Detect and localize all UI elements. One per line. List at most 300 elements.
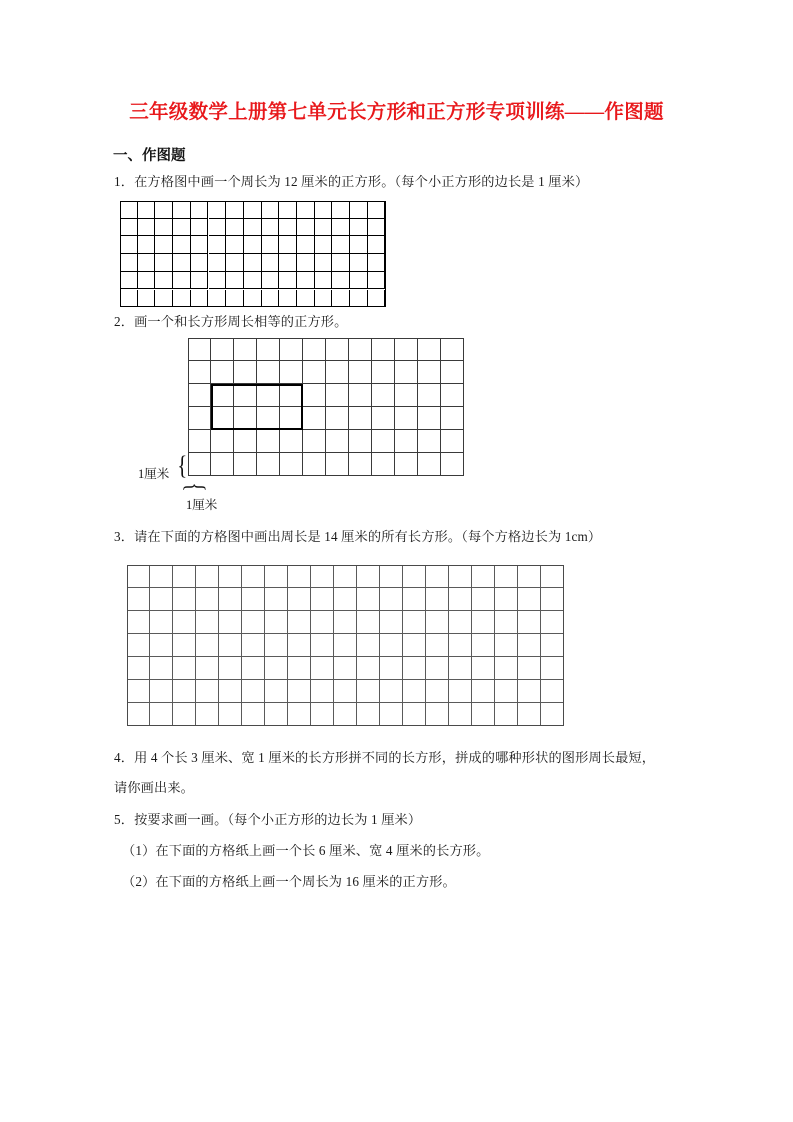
grid-cell[interactable] [173, 703, 196, 726]
grid-cell[interactable] [150, 588, 173, 611]
grid-cell[interactable] [279, 290, 297, 308]
grid-cell[interactable] [288, 588, 311, 611]
grid-cell[interactable] [288, 680, 311, 703]
grid-cell[interactable] [441, 338, 464, 361]
grid-cell[interactable] [138, 254, 156, 272]
grid-cell[interactable] [257, 453, 280, 476]
grid-cell[interactable] [173, 272, 191, 290]
grid-cell[interactable] [191, 290, 209, 308]
grid-cell[interactable] [173, 201, 191, 219]
grid-cell[interactable] [334, 703, 357, 726]
grid-cell[interactable] [350, 236, 368, 254]
grid-cell[interactable] [426, 565, 449, 588]
grid-cell[interactable] [334, 611, 357, 634]
grid-cell[interactable] [234, 430, 257, 453]
grid-cell[interactable] [242, 565, 265, 588]
grid-cell[interactable] [334, 565, 357, 588]
grid-cell[interactable] [357, 657, 380, 680]
grid-cell[interactable] [173, 611, 196, 634]
grid-cell[interactable] [211, 361, 234, 384]
grid-cell[interactable] [288, 703, 311, 726]
grid-cell[interactable] [219, 657, 242, 680]
grid-cell[interactable] [332, 219, 350, 237]
grid-cell[interactable] [150, 703, 173, 726]
grid-cell[interactable] [449, 634, 472, 657]
grid-cell[interactable] [426, 680, 449, 703]
grid-cell[interactable] [127, 703, 150, 726]
grid-cell[interactable] [403, 657, 426, 680]
grid-cell[interactable] [403, 703, 426, 726]
grid-cell[interactable] [188, 361, 211, 384]
grid-cell[interactable] [244, 201, 262, 219]
grid-cell[interactable] [262, 254, 280, 272]
grid-cell[interactable] [332, 254, 350, 272]
grid-cell[interactable] [326, 407, 349, 430]
grid-cell[interactable] [395, 338, 418, 361]
grid-cell[interactable] [191, 254, 209, 272]
grid-cell[interactable] [242, 703, 265, 726]
grid-cell[interactable] [191, 272, 209, 290]
grid-question-1[interactable] [120, 201, 386, 307]
grid-cell[interactable] [326, 384, 349, 407]
question-3-text: 3．请在下面的方格图中画出周长是 14 厘米的所有长方形。（每个方格边长为 1cm） [114, 529, 602, 544]
grid-cell[interactable] [372, 430, 395, 453]
grid-cell[interactable] [211, 407, 234, 430]
grid-cell[interactable] [155, 201, 173, 219]
grid-cell[interactable] [173, 657, 196, 680]
grid-cell[interactable] [372, 407, 395, 430]
grid-cell[interactable] [395, 361, 418, 384]
grid-cell[interactable] [242, 680, 265, 703]
grid-cell[interactable] [334, 634, 357, 657]
grid-question-2[interactable] [188, 338, 464, 476]
grid-cell[interactable] [472, 680, 495, 703]
grid-cell[interactable] [403, 634, 426, 657]
grid-cell[interactable] [349, 361, 372, 384]
grid-cell[interactable] [211, 338, 234, 361]
grid-cell[interactable] [311, 611, 334, 634]
grid-cell[interactable] [280, 361, 303, 384]
grid-cell[interactable] [265, 657, 288, 680]
grid-cell[interactable] [541, 703, 564, 726]
grid-cell[interactable] [472, 634, 495, 657]
grid-cell[interactable] [244, 272, 262, 290]
grid-cell[interactable] [315, 254, 333, 272]
grid-cell[interactable] [449, 588, 472, 611]
grid-cell[interactable] [303, 361, 326, 384]
grid-cell[interactable] [368, 254, 386, 272]
grid-cell[interactable] [262, 201, 280, 219]
grid-cell[interactable] [372, 453, 395, 476]
grid-cell[interactable] [303, 430, 326, 453]
grid-cell[interactable] [303, 407, 326, 430]
grid-cell[interactable] [349, 430, 372, 453]
grid-cell[interactable] [120, 236, 138, 254]
grid-cell[interactable] [349, 407, 372, 430]
grid-cell[interactable] [495, 657, 518, 680]
grid-cell[interactable] [280, 453, 303, 476]
grid-cell[interactable] [288, 657, 311, 680]
grid-cell[interactable] [150, 611, 173, 634]
grid-cell[interactable] [403, 611, 426, 634]
grid-cell[interactable] [449, 565, 472, 588]
grid-cell[interactable] [279, 236, 297, 254]
grid-cell[interactable] [257, 338, 280, 361]
grid-cell[interactable] [349, 338, 372, 361]
grid-cell[interactable] [426, 588, 449, 611]
grid-cell[interactable] [334, 588, 357, 611]
grid-cell[interactable] [357, 588, 380, 611]
grid-cell[interactable] [279, 219, 297, 237]
grid-cell[interactable] [368, 219, 386, 237]
grid-cell[interactable] [332, 290, 350, 308]
grid-cell[interactable] [120, 201, 138, 219]
grid-cell[interactable] [173, 219, 191, 237]
grid-cell[interactable] [188, 384, 211, 407]
grid-cell[interactable] [357, 634, 380, 657]
grid-cell[interactable] [280, 338, 303, 361]
grid-cell[interactable] [138, 236, 156, 254]
grid-cell[interactable] [395, 453, 418, 476]
grid-cell[interactable] [173, 634, 196, 657]
grid-cell[interactable] [441, 430, 464, 453]
grid-cell[interactable] [472, 657, 495, 680]
grid-cell[interactable] [127, 588, 150, 611]
grid-cell[interactable] [279, 254, 297, 272]
grid-cell[interactable] [518, 657, 541, 680]
grid-cell[interactable] [120, 272, 138, 290]
grid-cell[interactable] [234, 338, 257, 361]
grid-cell[interactable] [265, 565, 288, 588]
grid-cell[interactable] [541, 611, 564, 634]
grid-cell[interactable] [188, 430, 211, 453]
grid-cell[interactable] [288, 565, 311, 588]
grid-cell[interactable] [219, 588, 242, 611]
grid-cell[interactable] [297, 236, 315, 254]
grid-cell[interactable] [242, 634, 265, 657]
grid-cell[interactable] [120, 254, 138, 272]
grid-cell[interactable] [449, 680, 472, 703]
grid-cell[interactable] [150, 680, 173, 703]
grid-cell[interactable] [403, 565, 426, 588]
grid-cell[interactable] [242, 588, 265, 611]
grid-cell[interactable] [441, 384, 464, 407]
grid-cell[interactable] [441, 453, 464, 476]
grid-cell[interactable] [418, 361, 441, 384]
grid-cell[interactable] [265, 680, 288, 703]
grid-cell[interactable] [265, 703, 288, 726]
grid-cell[interactable] [196, 703, 219, 726]
grid-cell[interactable] [495, 588, 518, 611]
grid-cell[interactable] [242, 611, 265, 634]
grid-cell[interactable] [262, 290, 280, 308]
grid-cell[interactable] [395, 430, 418, 453]
grid-cell[interactable] [297, 290, 315, 308]
grid-cell[interactable] [357, 703, 380, 726]
grid-cell[interactable] [418, 453, 441, 476]
grid-cell[interactable] [196, 588, 219, 611]
grid-cell[interactable] [403, 588, 426, 611]
grid-cell[interactable] [155, 219, 173, 237]
grid-cell[interactable] [279, 272, 297, 290]
grid-cell[interactable] [380, 565, 403, 588]
grid-cell[interactable] [280, 407, 303, 430]
grid-cell[interactable] [173, 680, 196, 703]
grid-cell[interactable] [234, 384, 257, 407]
grid-cell[interactable] [297, 219, 315, 237]
grid-cell[interactable] [311, 657, 334, 680]
grid-cell[interactable] [288, 611, 311, 634]
grid-cell[interactable] [315, 201, 333, 219]
grid-cell[interactable] [372, 384, 395, 407]
grid-cell[interactable] [209, 201, 227, 219]
grid-cell[interactable] [441, 361, 464, 384]
grid-cell[interactable] [150, 657, 173, 680]
grid-cell[interactable] [303, 384, 326, 407]
grid-cell[interactable] [368, 290, 386, 308]
grid-cell[interactable] [395, 407, 418, 430]
grid-cell[interactable] [120, 290, 138, 308]
grid-cell[interactable] [211, 430, 234, 453]
grid-cell[interactable] [150, 565, 173, 588]
grid-cell[interactable] [209, 272, 227, 290]
grid-cell[interactable] [257, 430, 280, 453]
grid-cell[interactable] [315, 290, 333, 308]
grid-cell[interactable] [368, 236, 386, 254]
grid-cell[interactable] [418, 407, 441, 430]
grid-cell[interactable] [334, 680, 357, 703]
grid-cell[interactable] [315, 219, 333, 237]
grid-cell[interactable] [196, 565, 219, 588]
grid-cell[interactable] [518, 703, 541, 726]
grid-cell[interactable] [380, 657, 403, 680]
question-2-text: 2．画一个和长方形周长相等的正方形。 [114, 314, 348, 329]
grid-cell[interactable] [315, 272, 333, 290]
grid-cell[interactable] [127, 565, 150, 588]
grid-cell[interactable] [173, 565, 196, 588]
grid-cell[interactable] [244, 236, 262, 254]
grid-cell[interactable] [262, 272, 280, 290]
grid-cell[interactable] [449, 703, 472, 726]
grid-cell[interactable] [211, 453, 234, 476]
grid-cell[interactable] [297, 201, 315, 219]
grid-cell[interactable] [209, 219, 227, 237]
grid-cell[interactable] [495, 565, 518, 588]
grid-cell[interactable] [138, 201, 156, 219]
grid-cell[interactable] [426, 657, 449, 680]
grid-cell[interactable] [315, 236, 333, 254]
grid-cell[interactable] [472, 611, 495, 634]
grid-cell[interactable] [226, 254, 244, 272]
grid-cell[interactable] [418, 430, 441, 453]
grid-cell[interactable] [127, 680, 150, 703]
grid-cell[interactable] [350, 219, 368, 237]
grid-cell[interactable] [495, 634, 518, 657]
grid-cell[interactable] [349, 453, 372, 476]
grid-cell[interactable] [234, 453, 257, 476]
grid-cell[interactable] [138, 290, 156, 308]
grid-cell[interactable] [173, 588, 196, 611]
grid-cell[interactable] [244, 254, 262, 272]
grid-cell[interactable] [297, 254, 315, 272]
grid-cell[interactable] [518, 634, 541, 657]
grid-cell[interactable] [326, 453, 349, 476]
grid-cell[interactable] [357, 565, 380, 588]
grid-cell[interactable] [350, 290, 368, 308]
grid-cell[interactable] [449, 611, 472, 634]
grid-cell[interactable] [357, 611, 380, 634]
grid-cell[interactable] [334, 657, 357, 680]
grid-cell[interactable] [280, 430, 303, 453]
grid-cell[interactable] [368, 272, 386, 290]
grid-cell[interactable] [380, 703, 403, 726]
grid-cell[interactable] [265, 588, 288, 611]
grid-cell[interactable] [155, 290, 173, 308]
grid-cell[interactable] [311, 703, 334, 726]
grid-cell[interactable] [257, 361, 280, 384]
grid-cell[interactable] [262, 236, 280, 254]
grid-cell[interactable] [541, 588, 564, 611]
grid-cell[interactable] [191, 219, 209, 237]
grid-cell[interactable] [372, 361, 395, 384]
grid-cell[interactable] [426, 703, 449, 726]
grid-cell[interactable] [138, 219, 156, 237]
grid-cell[interactable] [357, 680, 380, 703]
grid-cell[interactable] [495, 680, 518, 703]
grid-cell[interactable] [265, 634, 288, 657]
grid-cell[interactable] [541, 565, 564, 588]
grid-cell[interactable] [188, 338, 211, 361]
grid-cell[interactable] [418, 384, 441, 407]
grid-cell[interactable] [541, 634, 564, 657]
grid-cell[interactable] [350, 254, 368, 272]
grid-cell[interactable] [518, 565, 541, 588]
grid-cell[interactable] [518, 611, 541, 634]
grid-cell[interactable] [127, 657, 150, 680]
grid-cell[interactable] [209, 290, 227, 308]
grid-cell[interactable] [326, 430, 349, 453]
grid-cell[interactable] [155, 236, 173, 254]
grid-cell[interactable] [173, 236, 191, 254]
grid-cell[interactable] [541, 680, 564, 703]
grid-cell[interactable] [196, 634, 219, 657]
grid-cell[interactable] [395, 384, 418, 407]
grid-cell[interactable] [242, 657, 265, 680]
grid-cell[interactable] [541, 657, 564, 680]
grid-cell[interactable] [188, 407, 211, 430]
grid-cell[interactable] [311, 634, 334, 657]
grid-cell[interactable] [518, 588, 541, 611]
grid-cell[interactable] [209, 236, 227, 254]
grid-cell[interactable] [219, 703, 242, 726]
grid-cell[interactable] [332, 272, 350, 290]
grid-cell[interactable] [326, 361, 349, 384]
grid-cell[interactable] [257, 384, 280, 407]
grid-cell[interactable] [219, 611, 242, 634]
grid-cell[interactable] [219, 634, 242, 657]
grid-cell[interactable] [311, 565, 334, 588]
grid-cell[interactable] [120, 219, 138, 237]
grid-cell[interactable] [350, 272, 368, 290]
grid-cell[interactable] [311, 588, 334, 611]
grid-cell[interactable] [372, 338, 395, 361]
grid-cell[interactable] [191, 201, 209, 219]
grid-cell[interactable] [349, 384, 372, 407]
grid-cell[interactable] [196, 657, 219, 680]
grid-question-3[interactable] [127, 565, 564, 726]
grid-cell[interactable] [303, 453, 326, 476]
grid-cell[interactable] [226, 219, 244, 237]
grid-cell[interactable] [403, 680, 426, 703]
grid-cell[interactable] [226, 272, 244, 290]
grid-cell[interactable] [173, 290, 191, 308]
grid-cell[interactable] [297, 272, 315, 290]
grid-cell[interactable] [155, 272, 173, 290]
grid-cell[interactable] [472, 703, 495, 726]
grid-cell[interactable] [219, 680, 242, 703]
grid-cell[interactable] [127, 634, 150, 657]
grid-cell[interactable] [219, 565, 242, 588]
grid-cell[interactable] [138, 272, 156, 290]
grid-cell[interactable] [196, 680, 219, 703]
grid-cell[interactable] [418, 338, 441, 361]
grid-cell[interactable] [257, 407, 280, 430]
grid-cell[interactable] [311, 680, 334, 703]
grid-cell[interactable] [472, 588, 495, 611]
grid-cell[interactable] [279, 201, 297, 219]
grid-cell[interactable] [127, 611, 150, 634]
grid-cell[interactable] [150, 634, 173, 657]
grid-cell[interactable] [196, 611, 219, 634]
grid-cell[interactable] [332, 236, 350, 254]
grid-cell[interactable] [495, 611, 518, 634]
grid-cell[interactable] [380, 680, 403, 703]
grid-cell[interactable] [226, 290, 244, 308]
grid-cell[interactable] [234, 407, 257, 430]
grid-cell[interactable] [449, 657, 472, 680]
grid-cell[interactable] [265, 611, 288, 634]
grid-cell[interactable] [262, 219, 280, 237]
grid-cell[interactable] [426, 611, 449, 634]
grid-cell[interactable] [380, 611, 403, 634]
grid-cell[interactable] [188, 453, 211, 476]
grid-cell[interactable] [234, 361, 257, 384]
grid-cell[interactable] [288, 634, 311, 657]
grid-cell[interactable] [191, 236, 209, 254]
grid-cell[interactable] [426, 634, 449, 657]
grid-cell[interactable] [226, 236, 244, 254]
grid-cell[interactable] [209, 254, 227, 272]
grid-cell[interactable] [495, 703, 518, 726]
grid-cell[interactable] [472, 565, 495, 588]
grid-cell[interactable] [173, 254, 191, 272]
grid-cell[interactable] [326, 338, 349, 361]
grid-cell[interactable] [211, 384, 234, 407]
grid-cell[interactable] [303, 338, 326, 361]
grid-cell[interactable] [226, 201, 244, 219]
grid-cell[interactable] [368, 201, 386, 219]
grid-cell[interactable] [244, 219, 262, 237]
grid-cell[interactable] [332, 201, 350, 219]
grid-cell[interactable] [155, 254, 173, 272]
grid-cell[interactable] [280, 384, 303, 407]
grid-cell[interactable] [441, 407, 464, 430]
grid-cell[interactable] [380, 634, 403, 657]
grid-cell[interactable] [244, 290, 262, 308]
grid-cell[interactable] [518, 680, 541, 703]
grid-cell[interactable] [350, 201, 368, 219]
grid-cell[interactable] [380, 588, 403, 611]
